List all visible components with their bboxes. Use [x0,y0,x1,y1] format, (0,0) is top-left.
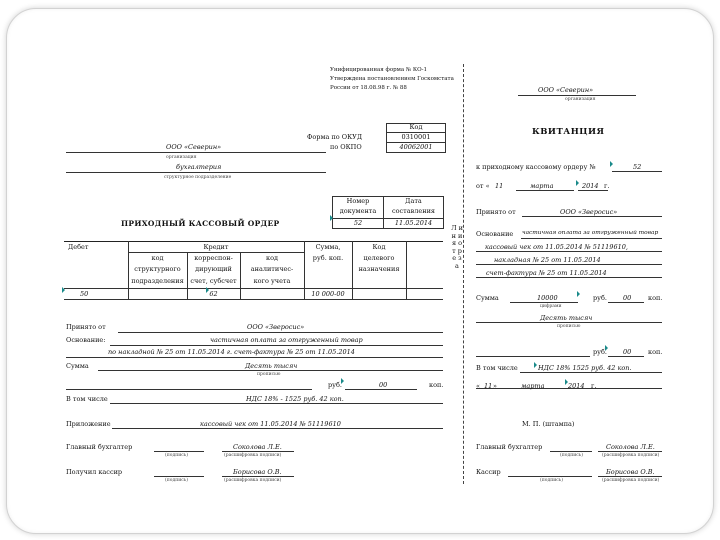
attach-label: Приложение [66,420,111,428]
vat-value: НДС 18% - 1525 руб. 42 коп. [246,395,344,403]
sub-a2: структурного [134,265,181,273]
vat-label: В том числе [66,395,108,403]
receipt-chief-cap-sign: (подпись) [560,453,583,458]
receipt-day: 11 [495,182,504,190]
form-header-line1: Унифицированная форма № КО-1 [330,67,428,73]
receipt-order-num: 52 [633,163,642,171]
receipt-rub2: руб. [593,348,607,356]
sub-b2: дирующий [195,265,232,273]
col-code-2: целевого [363,254,395,262]
receipt-cashier-name: Борисова О.В. [606,468,655,476]
form-header-line3: России от 18.08.98 г. № 88 [330,85,407,91]
receipt-title: КВИТАНЦИЯ [532,127,605,137]
cashier-name: Борисова О.В. [233,468,282,476]
receipt-cashier-cap-sign: (подпись) [540,478,563,483]
receipt-date2-month: марта [521,382,545,390]
num-header-2: документа [339,207,377,215]
sum-caption: прописью [257,372,281,377]
org-caption: организация [166,155,197,160]
num-header-1: Номер [346,197,370,205]
receipt-sum-caption: цифрами [540,304,562,309]
rub-label: руб. [328,381,342,389]
chief-cap-decode: (расшифровка подписи) [224,453,282,458]
receipt-words: Десять тысяч [540,314,593,322]
col-kredit: Кредит [203,243,229,251]
receipt-date2-day: 11 [484,382,493,390]
receipt-kop: 00 [623,294,632,302]
receipt-to-order: к приходному кассовому ордеру № [476,163,596,171]
receipt-basis-3: накладная № 25 от 11.05.2014 [494,256,601,264]
chief-name: Соколова Л.Е. [233,443,282,451]
codes-header: Код [409,123,423,131]
receipt-rub: руб. [593,294,607,302]
okud-value: 0310001 [401,133,431,141]
basis-value-2: по накладной № 25 от 11.05.2014 г. счет-фактура № 25 от 11.05.2014 [108,348,355,356]
receipt-org: ООО «Северин» [538,86,594,94]
chief-label: Главный бухгалтер [66,443,133,451]
receipt-date-prefix: от « [476,182,490,190]
date-header-2: составления [391,207,436,215]
attach-value: кассовый чек от 11.05.2014 № 51119610 [200,420,341,428]
receipt-date2-suffix: г. [591,382,597,390]
receipt-basis-1: частичная оплата за отгруженный товар [522,230,659,236]
sub-c3: кого учета [253,277,291,285]
sub-b3: счет, субсчет [190,277,237,285]
order-title: ПРИХОДНЫЙ КАССОВЫЙ ОРДЕР [121,219,280,228]
receipt-kop2: 00 [623,348,632,356]
receipt-month: марта [530,182,554,190]
col-code-3: назначения [358,265,400,273]
sub-a1: код [151,254,164,262]
sum-words: Десять тысяч [245,362,298,370]
cashier-label: Получил кассир [66,468,123,476]
date-header-1: Дата [405,197,422,205]
receipt-from-label: Принято от [476,208,516,216]
kop-label: коп. [429,381,444,389]
sub-b1: корреспон- [194,254,233,262]
order-date: 11.05.2014 [394,219,433,227]
receipt-chief-label: Главный бухгалтер [476,443,543,451]
receipt-sum-label: Сумма [476,294,499,302]
okpo-label: по ОКПО [330,143,362,151]
receipt-basis-4: счет-фактура № 25 от 11.05.2014 [486,269,607,277]
chief-cap-sign: (подпись) [165,453,188,458]
receipt-vat-value: НДС 18% 1525 руб. 42 коп. [538,364,632,372]
row-sum: 10 000-00 [311,290,345,298]
org-name: ООО «Северин» [166,143,222,151]
receipt-chief-name: Соколова Л.Е. [606,443,655,451]
receipt-cashier-label: Кассир [476,468,501,476]
receipt-vat-label: В том числе [476,364,518,372]
basis-label: Основание: [66,336,106,344]
receipt-year: 2014 [582,182,599,190]
receipt-date2-open: « [476,382,480,390]
sub-c2: аналитичес- [250,265,294,273]
row-debet: 50 [80,290,89,298]
receipt-kop2-label: коп. [648,348,663,356]
sub-a3: подразделения [131,277,184,285]
row-schet: 62 [209,290,218,298]
receipt-year-suffix: г. [604,182,610,190]
receipt-date2-year: 2014 [568,382,585,390]
form-header-line2: Утверждена постановлением Госкомстата [330,76,454,82]
cut-label: Л и н и я о т р е з а [451,224,463,270]
cell-marker [330,215,333,221]
dept-caption: структурное подразделение [164,175,232,180]
receipt-basis-2: кассовый чек от 11.05.2014 № 51119610, [485,243,628,251]
sub-c1: код [266,254,278,262]
receipt-stamp: М. П. (штампа) [522,420,575,428]
basis-value-1: частичная оплата за отгруженный товар [210,336,363,344]
col-sum-1: Сумма, [315,243,341,251]
receipt-from-value: ООО «Зверосис» [560,208,618,216]
receipt-date2-close: » [493,382,497,390]
receipt-sum-num: 10000 [537,294,558,302]
from-value: ООО «Зверосис» [247,323,305,331]
receipt-org-caption: организация [565,97,596,102]
okpo-value: 40062001 [399,143,433,151]
sum-label: Сумма [66,362,89,370]
receipt-words-caption: прописью [557,324,581,329]
receipt-chief-cap-decode: (расшифровка подписи) [602,453,660,458]
from-label: Принято от [66,323,106,331]
order-number: 52 [353,219,363,227]
cut-line [463,64,464,484]
receipt-basis-label: Основание [476,230,514,238]
col-code-1: Код [372,243,386,251]
kop-value: 00 [379,381,388,389]
cashier-cap-decode: (расшифровка подписи) [224,478,282,483]
receipt-cashier-cap-decode: (расшифровка подписи) [602,478,660,483]
col-sum-2: руб. коп. [312,254,344,262]
receipt-kop-label: коп. [648,294,663,302]
okud-label: Форма по ОКУД [307,133,363,141]
dept-name: бухгалтерия [176,163,222,171]
col-debet: Дебет [68,243,89,251]
cashier-cap-sign: (подпись) [165,478,188,483]
